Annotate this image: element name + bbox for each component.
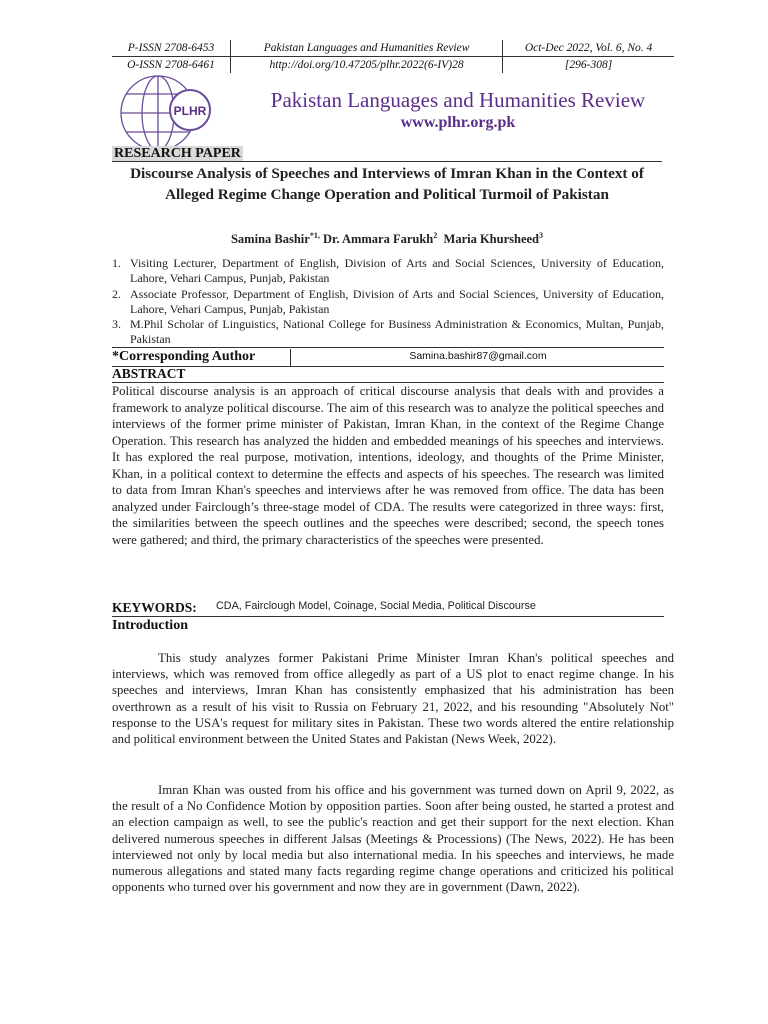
introduction-paragraph: Imran Khan was ousted from his office and his government was turned down on April 9, 2022, as the result of a No Confidence Motion by opposition parties. Soon after being ousted, he started a protest and an election campaign as well, to see the public's reaction and get their support for the next election. Khan delivered numerous speeches in different Jalsas (Meetings & Processions) (The News, 2022). He has been interviewed not only by local media but also international media. In his speeches and interviews, he made numerous allegations and stated many facts regarding regime change operations and criticized his political opponents who turned over his government and now they are in government (Dawn, 2022). [112,783,674,895]
journal-header-table [112,40,674,73]
affiliation-text: M.Phil Scholar of Linguistics, National College for Business Administration & Economics, Multan, Punjab, Pakistan [130,317,664,347]
author-name: Samina Bashir [230,232,310,247]
author-line [112,231,662,247]
abstract-heading: ABSTRACT [112,366,664,383]
divider [112,616,664,617]
introduction-paragraph: This study analyzes former Pakistani Prime Minister Imran Khan's political speeches and interviews, which was removed from office allegedly as part of a US plot to enact regime change. In his speeches and interviews, Imran Khan has consistently emphasized that his administration has been overthrown as a result of his visit to Russia on February 21, 2022, and his resounding "Absolutely Not" response to the USA's request for military sites in Pakistan. These two words altered the entire relationship and political environment between the United States and Pakistan (News Week, 2022). [112,651,674,747]
author-affil-marker: 3 [539,231,543,240]
affiliation-item [112,256,664,287]
keywords-text: CDA, Fairclough Model, Coinage, Social Media, Political Discourse [216,600,536,612]
corresponding-author-label: *Corresponding Author [112,349,291,366]
author-name: Dr. Ammara Farukh [322,232,434,247]
affiliation-text: Associate Professor, Department of English, Division of Arts and Social Sciences, University of Education, Lahore, Vehari Campus, Punjab, Pakistan [130,286,664,316]
paper-title: Discourse Analysis of Speeches and Interviews of Imran Khan in the Context of Alleged Regime Change Operation and Political Turmoil of Pakistan [130,165,644,203]
journal-title: Pakistan Languages and Humanities Review [270,88,646,112]
affiliation-number: 1. [112,256,121,270]
affiliation-list [112,256,664,348]
affiliation-number: 3. [112,317,121,332]
issue-info: Oct-Dec 2022, Vol. 6, No. 4 [503,40,674,57]
corresponding-author-email[interactable]: Samina.bashir87@gmail.com [409,350,547,362]
globe-logo-icon [118,72,240,154]
page-range: [296-308] [564,59,613,71]
affiliation-text: Visiting Lecturer, Department of English, Division of Arts and Social Sciences, University of Education, Lahore, Vehari Campus, Punjab, Pakistan [130,256,664,286]
introduction-heading: Introduction [112,618,188,633]
affiliation-number: 2. [112,286,121,301]
abstract-text: Political discourse analysis is an approach of critical discourse analysis that deals with and provides a framework to analyze political discourse. The aim of this research was to analyze the political speeches and interviews of the former prime minister of Pakistan, Imran Khan, in the context of the Regime Change Operation. This research has analyzed the hidden and embedded meanings of his speeches and interviews. It has explored the real purpose, motivation, intentions, ideology, and thoughts of the Prime Minister, Khan, in a political context to determine the effects and aspects of his speeches. The research was limited to data from Imran Khan's speeches and interviews after he was removed from office. The data has been analyzed under Fairclough’s three-stage model of CDA. The results were categorized in three ways: first, the similarities between the speech outlines and the speeches were described; second, the speech tones were gathered; and third, the primary characteristics of the speeches were presented. [112,384,664,547]
doi-link[interactable]: http://doi.org/10.47205/plhr.2022(6-IV)28 [231,57,503,74]
oissn: O-ISSN 2708-6461 [112,57,231,74]
logo-text: PLHR [173,104,207,118]
journal-short-name: Pakistan Languages and Humanities Review [231,40,503,57]
author-affil-marker: *1, [309,231,320,240]
affiliation-item [112,317,664,348]
corresponding-author-row [112,347,664,367]
article-type-label: RESEARCH PAPER [114,146,241,161]
keywords-label: KEYWORDS: [112,600,197,615]
journal-url[interactable]: www.plhr.org.pk [400,114,516,131]
divider [112,161,662,162]
author-affil-marker: 2 [433,231,438,240]
author-name: Maria Khursheed [443,232,539,247]
pissn: P-ISSN 2708-6453 [112,40,231,57]
affiliation-item [112,287,664,318]
